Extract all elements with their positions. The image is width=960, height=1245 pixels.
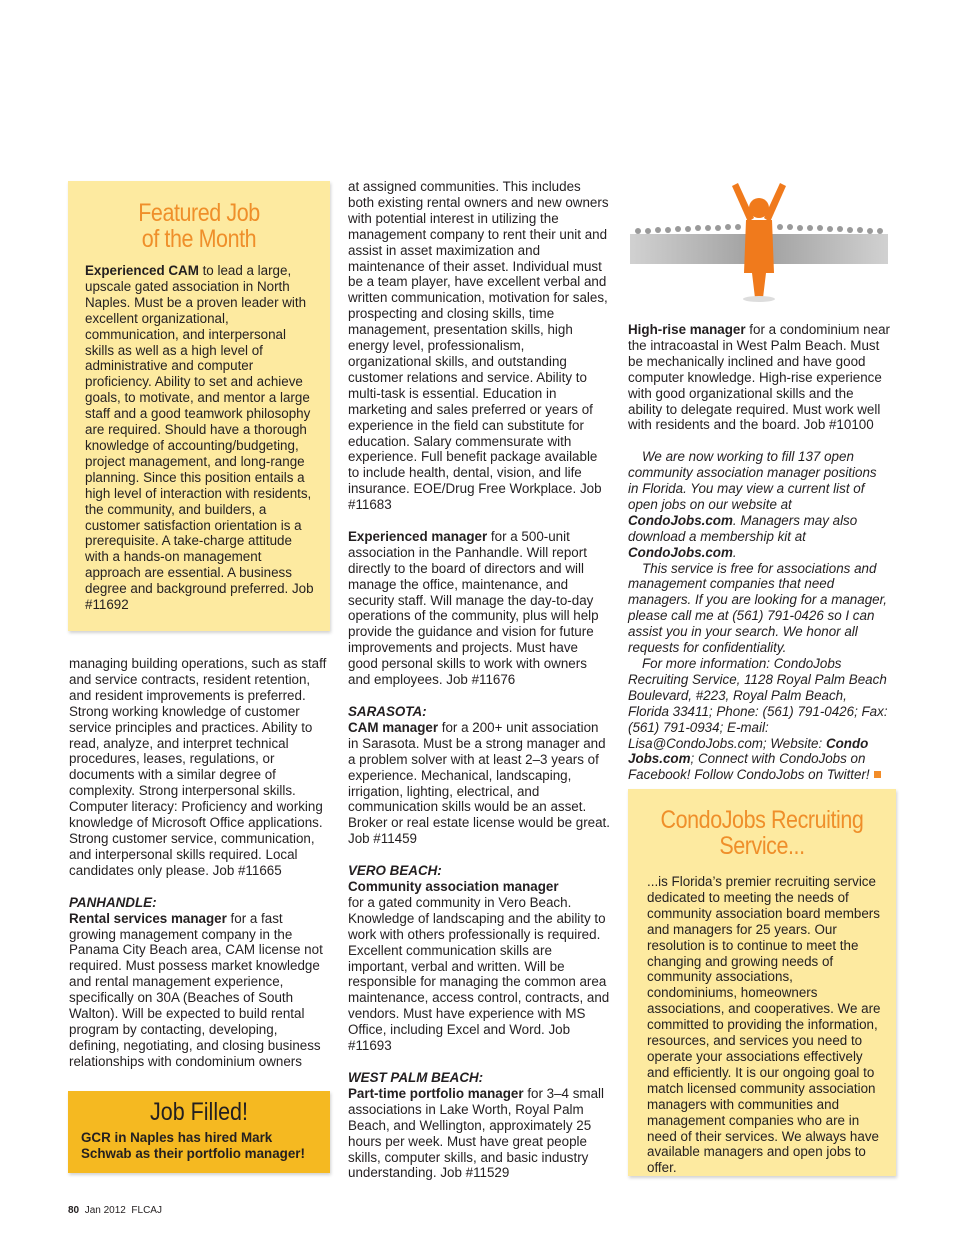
job-filled-title: Job Filled! [149, 1098, 248, 1126]
region-sarasota: SARASOTA: [348, 703, 427, 719]
publication-name: FLCAJ [131, 1205, 162, 1216]
column-3 [628, 322, 890, 783]
featured-job-text: Experienced CAM to lead a large, upscale gated association in North Naples. Must be a proven leader with excellent organizational, communication, and interpersonal skills as well as a high level of administrative and computer proficiency. Ability to set and achieve goals, to motivate, and mentor a large staff and a good teamwork philosophy are required. Should have a thorough knowledge of accounting/budgeting, project management, and long-range planning. Since this position entails a high level of interaction with residents, the community, and builders, a customer satisfaction orientation is a prerequisite. A take-charge attitude with a hands-on management approach are essential. A business degree and background preferred. Job #11692 [85, 263, 314, 613]
listing-rental-services: Rental services manager for a fast growing management company in the Panama City Beach area, CAM license not required. Must possess market knowledge and rental management experience, specifically on 30A (Beaches of South Walton). Will be expected to build rental program by contacting, developing, defining, negotiating, and closing business relationships with condominium owners [69, 910, 323, 1069]
recruiting-service-title: CondoJobs Recruiting Service... [660, 806, 864, 860]
notice-open-positions: We are now working to fill 137 open community association manager positions in Florida. You may view a current list of open jobs on our website at CondoJobs.com. Managers may also download a membership kit at CondoJobs.com. [628, 449, 877, 560]
featured-job-box [68, 181, 330, 631]
region-vero-beach: VERO BEACH: [348, 863, 442, 879]
listing-experienced-manager: Experienced manager for a 500-unit association in the Panhandle. Will report directly to the board of directors and will manage the office, maintenance, and security staff. Will manage the day-to-day operations of the community, plus will help provide the guidance and vision for future improvements and projects. Must have good personal skills to work with owners and employees. Job #11676 [348, 528, 599, 688]
standout-figure-illustration [628, 178, 890, 304]
page-number: 80 [68, 1205, 80, 1216]
listing-community-manager: Community association manager for a gated community in Vero Beach. Knowledge of landscaping and the ability to work with others professionally is required. Excellent communication skills are important, verbal and written. Will be responsible for managing the common area maintenance, access control, contracts, and vendors. Must have experience with MS Office, including Excel and Word. Job #11693 [348, 879, 610, 1054]
notice-contact-info: For more information: CondoJobs Recruiting Service, 1128 Royal Palm Beach Boulevard, #223, Royal Palm Beach, Florida 33411; Phone: (561) 791-0426; Fax: (561) 791-0934; E-mail: Lisa@CondoJobs.com; Website: Condo Jobs.com; Connect with CondoJobs on Facebook! Follow CondoJobs on Twitter! [628, 656, 888, 783]
issue-date: Jan 2012 [84, 1205, 126, 1216]
job-filled-box [68, 1091, 330, 1173]
job-filled-text: GCR in Naples has hired Mark Schwab as their portfolio manager! [81, 1130, 305, 1161]
listing-high-rise-manager: High-rise manager for a condominium near the intracoastal in West Palm Beach. Must be mechanically inclined and have good computer knowledge. High-rise experience with good organizational skills and the ability to delegate required. Must work well with residents and the board. Job #10100 [628, 322, 890, 433]
region-west-palm-beach: WEST PALM BEACH: [348, 1070, 484, 1086]
recruiting-service-text: ...is Florida’s premier recruiting service dedicated to meeting the needs of community association board members and managers for 25 years. Our resolution is to continue to meet the changing and growing needs of community associations, condominiums, homeowners associations, and cooperatives. We are committed to providing the information, resources, and services you need to operate your associations effectively and efficiently. It is our ongoing goal to match licensed community association managers with communities and management companies who are in need of their services. We always have available managers and open jobs to offer. [647, 874, 881, 1176]
region-panhandle: PANHANDLE: [69, 894, 157, 910]
column-1 [69, 656, 331, 1070]
featured-job-title: Featured Job of the Month [138, 199, 260, 253]
notice-free-service: This service is free for associations and management companies that need managers. If you are looking for a manager, please call me at (561) 791-0426 so I can assist you in your search. We honor all requests for confidentiality. [628, 560, 888, 656]
page-footer [68, 1205, 162, 1216]
listing-part-time-manager: Part-time portfolio manager for 3–4 small associations in Lake Worth, Royal Palm Beach, and Wellington, approximately 25 hours per week. Must have great people skills, computer skills, and basic industry understanding. Job #11529 [348, 1085, 604, 1181]
listing-cam-manager: CAM manager for a 200+ unit association in Sarasota. Must be a strong manager and a problem solver with at least 2–3 years of experience. Mechanical, landscaping, irrigation, lighting, electrical, and communication skills would be an asset. Broker or real estate license would be great. Job #11459 [348, 719, 611, 847]
recruiting-service-box [628, 789, 896, 1176]
col2-continuation: at assigned communities. This includes both existing rental owners and new owners with potential interest in utilizing the management company to rent their unit and assist in asset maximization and maintenance of their asset. Individual must be a team player, have excellent verbal and written communication, motivation for sales, prospecting and closing skills, time management, presentation skills, high energy level, professionalism, organizational skills, and outstanding customer relations and service. Ability to multi-task is essential. Education in marketing and sales preferred or years of experience in the field can substitute for education. Salary commensurate with experience. Full benefit package available to include health, dental, vision, and life insurance. EOE/Drug Free Workplace. Job #11683 [348, 179, 609, 513]
end-mark-icon [874, 771, 881, 778]
col1-continuation: managing building operations, such as staff and service contracts, resident retention, and resident improvements is preferred. Strong working knowledge of customer service principles and practices. Ability to read, analyze, and interpret technical procedures, leases, regulations, or documents with a similar degree of complexity. Strong interpersonal skills. Computer literacy: Proficiency and working knowledge of Microsoft Office applications. Strong customer service, communication, and interpersonal skills required. Local candidates only please. Job #11665 [69, 656, 327, 878]
column-2 [348, 179, 610, 1181]
